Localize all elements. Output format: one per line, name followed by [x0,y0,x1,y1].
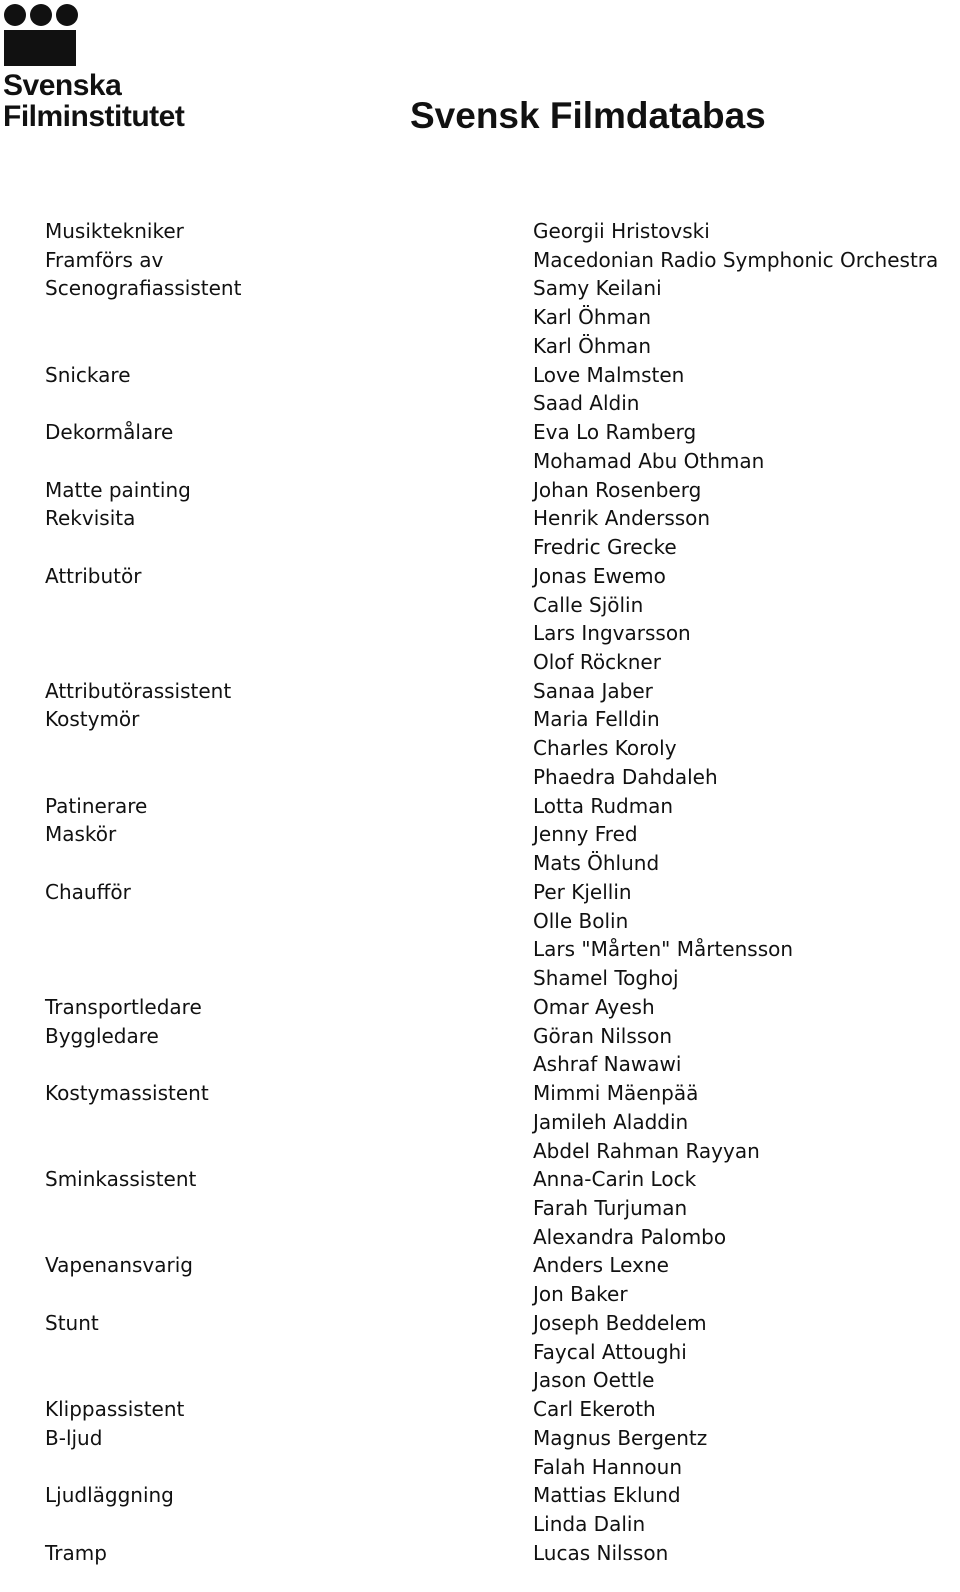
credit-row [0,763,960,792]
credit-row [0,1022,960,1051]
credit-name: Farah Turjuman [533,1195,688,1220]
credit-row [0,907,960,936]
credit-row [0,993,960,1022]
credit-name: Macedonian Radio Symphonic Orchestra [533,247,939,272]
logo-wordmark-line1: Svenska [3,69,122,102]
credit-name: Anders Lexne [533,1253,669,1278]
credit-row [0,1366,960,1395]
credit-name: Olof Röckner [533,650,661,675]
credit-name: Anna-Carin Lock [533,1167,697,1192]
credit-row [0,878,960,907]
credit-name: Faycal Attoughi [533,1339,687,1364]
credit-name: Omar Ayesh [533,994,655,1019]
credit-row [0,1251,960,1280]
credit-role: Maskör [45,822,117,847]
credit-row [0,418,960,447]
credit-row [0,562,960,591]
credit-role: Klippassistent [45,1397,185,1422]
credit-row [0,476,960,505]
credit-name: Henrik Andersson [533,506,711,531]
credit-role: Framförs av [45,247,164,272]
svenska-filminstitutet-logo [3,4,213,134]
credit-row [0,1108,960,1137]
credit-row [0,533,960,562]
credit-name: Göran Nilsson [533,1023,673,1048]
credit-row [0,935,960,964]
credit-role: Rekvisita [45,506,136,531]
credit-name: Charles Koroly [533,736,677,761]
credit-row [0,964,960,993]
credit-row [0,1079,960,1108]
credit-row [0,591,960,620]
credit-role: Stunt [45,1310,99,1335]
credit-row [0,1309,960,1338]
credit-row [0,1194,960,1223]
credit-row [0,217,960,246]
credit-name: Mats Öhlund [533,851,660,876]
credit-role: Chaufför [45,879,131,904]
credit-name: Georgii Hristovski [533,219,710,243]
credit-role: Scenografiassistent [45,276,242,301]
credit-role: Kostymör [45,707,140,732]
credit-name: Magnus Bergentz [533,1425,708,1450]
credit-name: Maria Felldin [533,707,660,732]
credit-name: Per Kjellin [533,879,632,904]
credit-name: Samy Keilani [533,276,662,301]
credit-name: Shamel Toghoj [533,966,679,991]
credit-name: Johan Rosenberg [533,477,702,502]
credit-name: Jon Baker [533,1282,628,1307]
logo-wordmark-line2: Filminstitutet [3,100,185,133]
credit-row [0,1223,960,1252]
credit-role: Kostymassistent [45,1081,209,1106]
credit-row [0,1453,960,1482]
credit-name: Jonas Ewemo [533,563,666,588]
credit-name: Mohamad Abu Othman [533,448,765,473]
logo-dot-icon [56,4,78,26]
credit-role: Vapenansvarig [45,1253,193,1278]
credit-name: Jamileh Aladdin [533,1109,689,1134]
logo-dot-icon [30,4,52,26]
credit-name: Carl Ekeroth [533,1397,656,1422]
credit-role: Snickare [45,362,131,387]
credit-row [0,246,960,275]
credit-row [0,1280,960,1309]
credit-name: Saad Aldin [533,391,640,416]
credit-name: Eva Lo Ramberg [533,420,697,445]
credit-row [0,1481,960,1510]
logo-dot-icon [4,4,26,26]
credit-name: Jason Oettle [533,1368,655,1393]
credit-name: Jenny Fred [533,822,638,847]
credit-name: Abdel Rahman Rayyan [533,1138,760,1163]
credit-name: Lars Ingvarsson [533,621,691,646]
credit-row [0,361,960,390]
credit-role: B-ljud [45,1425,103,1450]
credit-row [0,849,960,878]
credit-row [0,677,960,706]
credit-name: Linda Dalin [533,1512,646,1537]
credits-list [0,217,960,1568]
credit-row [0,447,960,476]
credit-role: Byggledare [45,1023,159,1048]
credit-row [0,1338,960,1367]
credit-role: Attributör [45,563,142,588]
credit-row [0,1165,960,1194]
credit-name: Calle Sjölin [533,592,644,617]
credit-row [0,1050,960,1079]
credit-role: Ljudläggning [45,1483,174,1508]
logo-block-icon [4,30,76,66]
credit-name: Lars "Mårten" Mårtensson [533,937,794,962]
credit-row [0,274,960,303]
credit-role: Transportledare [45,994,202,1019]
credit-name: Mattias Eklund [533,1483,681,1508]
credit-role: Attributörassistent [45,678,232,703]
credit-row [0,705,960,734]
credit-row [0,820,960,849]
credit-role: Tramp [45,1540,107,1565]
credit-name: Joseph Beddelem [533,1310,707,1335]
credit-name: Love Malmsten [533,362,685,387]
credit-row [0,792,960,821]
credit-name: Karl Öhman [533,305,651,330]
credit-role: Patinerare [45,793,148,818]
credit-name: Olle Bolin [533,908,629,933]
credit-name: Karl Öhman [533,333,651,358]
credit-row [0,1137,960,1166]
credit-row [0,619,960,648]
credit-name: Ashraf Nawawi [533,1052,682,1077]
credit-name: Sanaa Jaber [533,678,653,703]
credit-name: Lucas Nilsson [533,1540,669,1565]
credit-row [0,1510,960,1539]
credit-role: Matte painting [45,477,191,502]
credit-name: Alexandra Palombo [533,1224,727,1249]
credit-name: Fredric Grecke [533,535,677,560]
credit-row [0,1424,960,1453]
credit-name: Mimmi Mäenpää [533,1081,699,1106]
credit-row [0,332,960,361]
credit-row [0,1539,960,1568]
credit-role: Musiktekniker [45,219,184,243]
credit-row [0,504,960,533]
credit-row [0,734,960,763]
credit-name: Falah Hannoun [533,1454,683,1479]
credit-name: Phaedra Dahdaleh [533,764,718,789]
page-title: Svensk Filmdatabas [410,95,766,136]
credit-row [0,648,960,677]
credit-role: Dekormålare [45,420,174,445]
credit-row [0,1395,960,1424]
credit-row [0,303,960,332]
credit-role: Sminkassistent [45,1167,197,1192]
credit-name: Lotta Rudman [533,793,674,818]
credit-row [0,389,960,418]
